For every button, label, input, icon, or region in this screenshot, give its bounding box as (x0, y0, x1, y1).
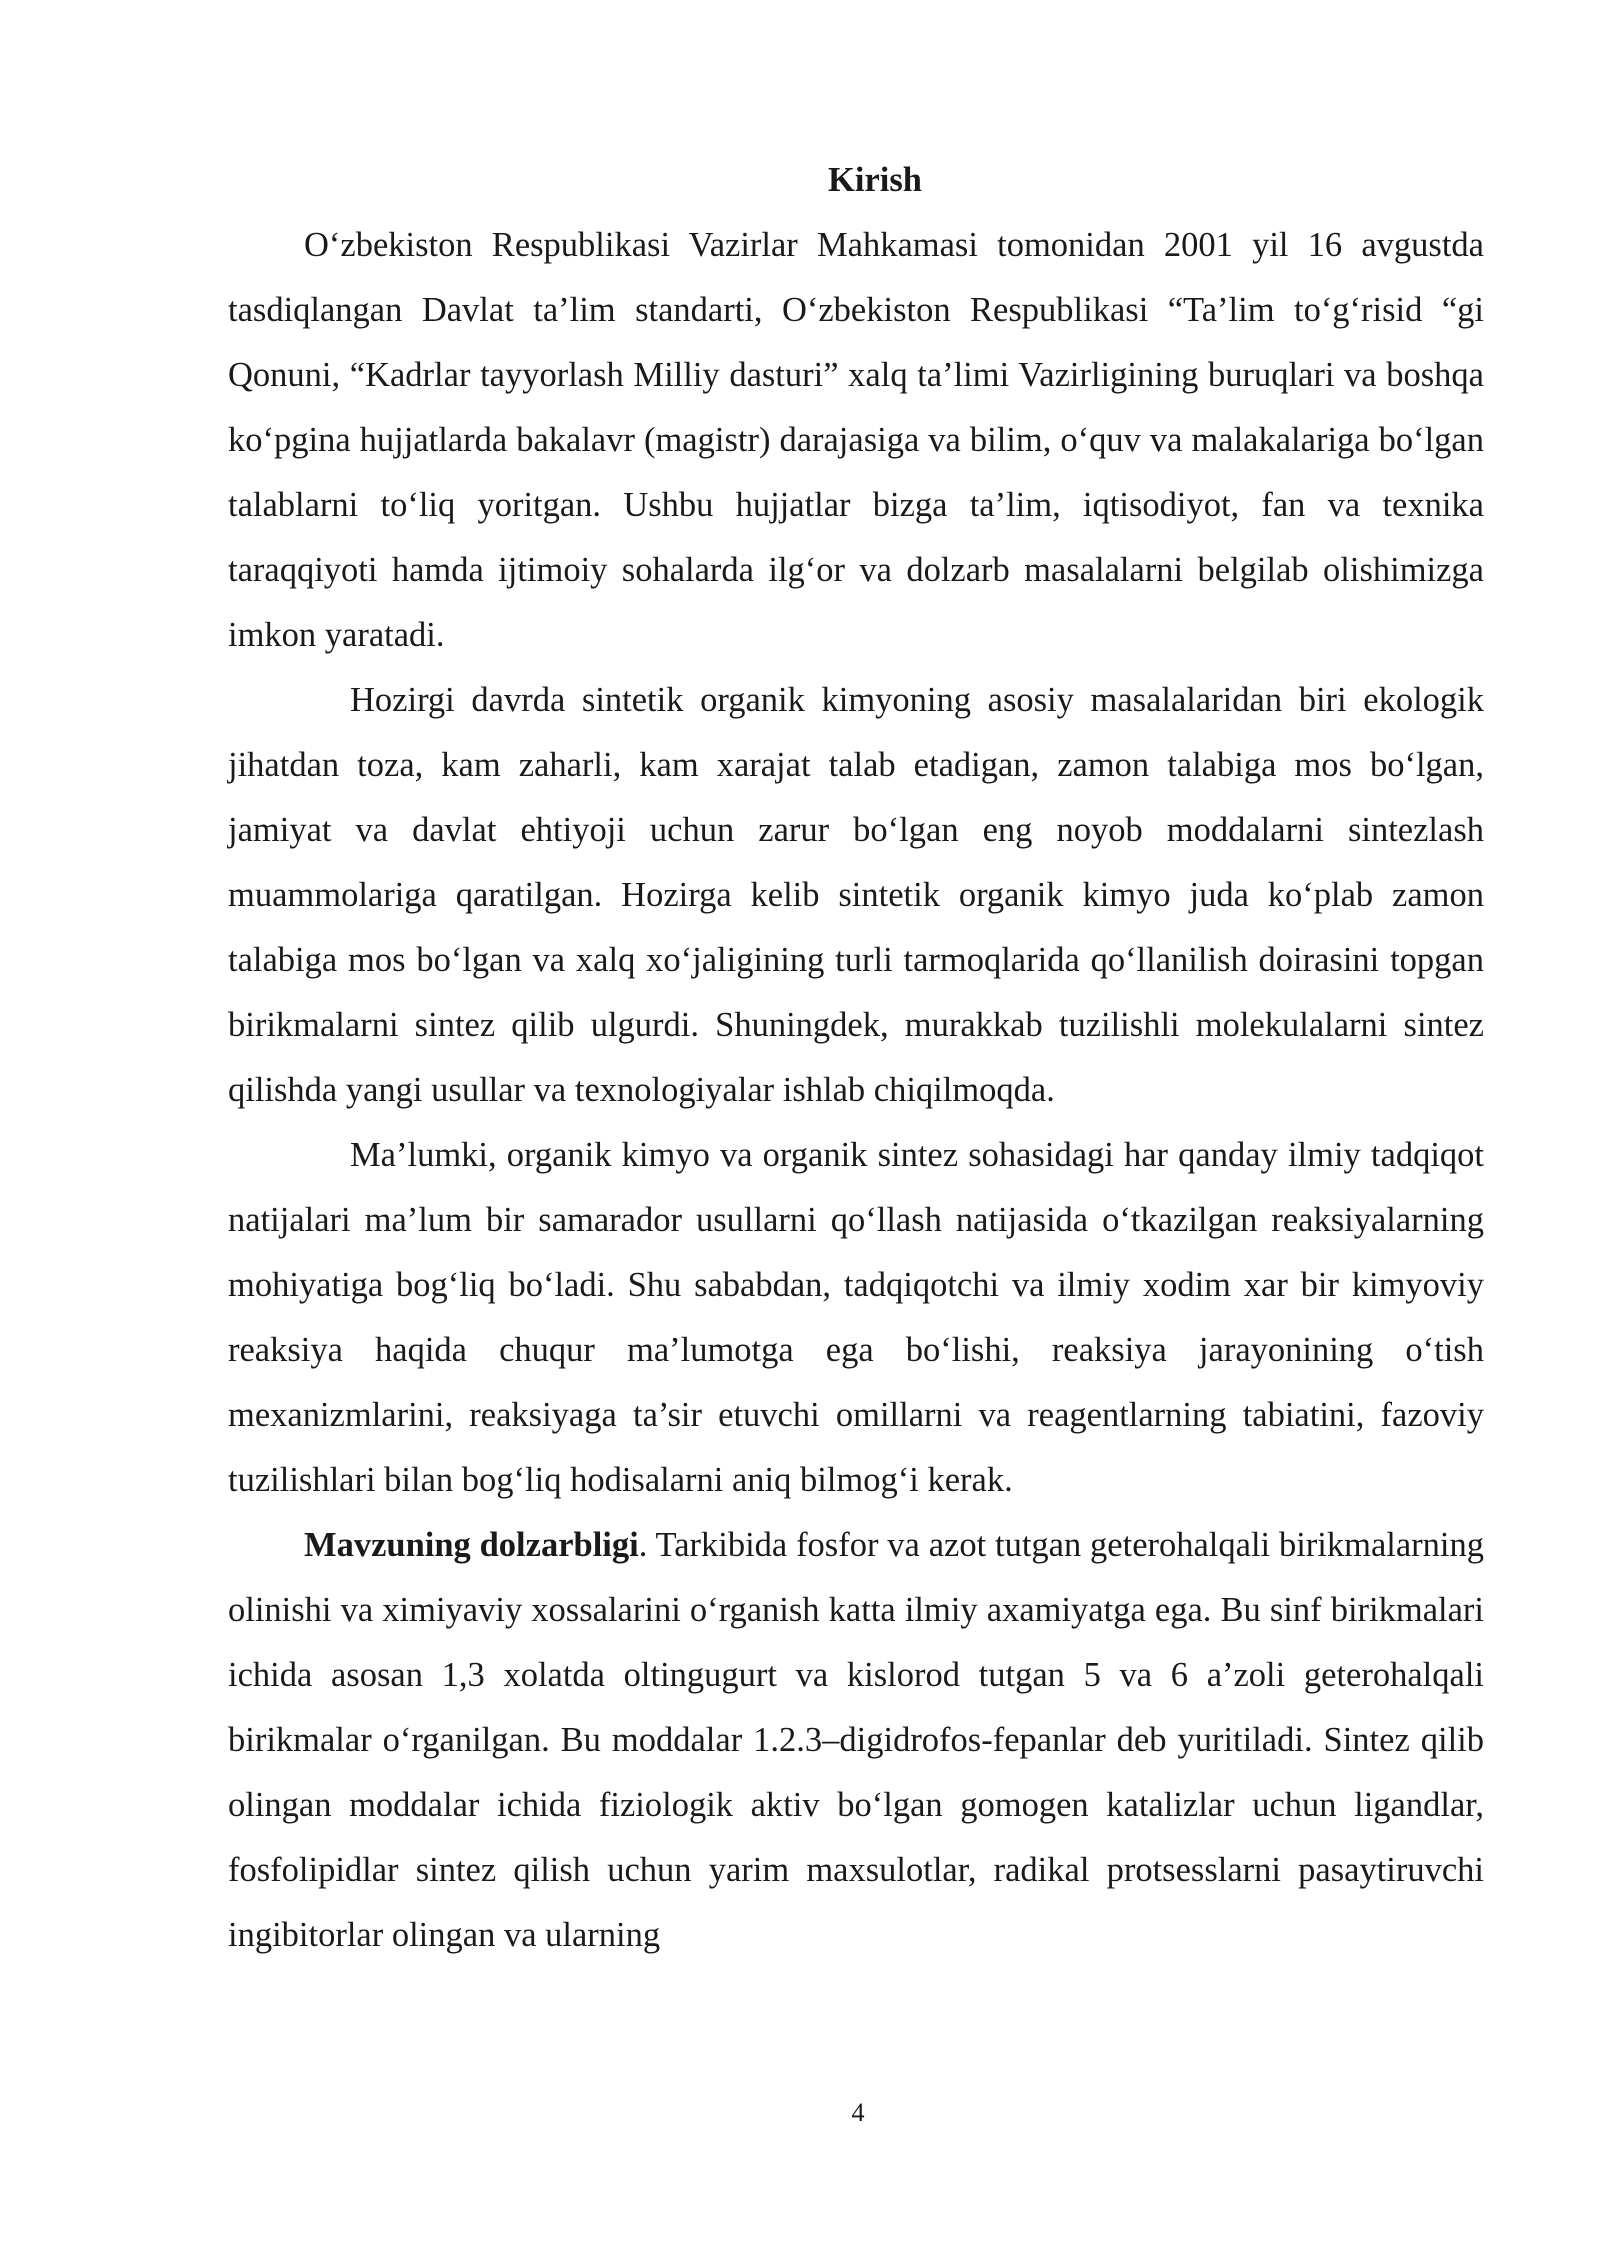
paragraph-2: Hozirgi davrda sintetik organik kimyoning asosiy masalalaridan biri ekologik jihatdan toza, kam zaharli, kam xarajat talab etadigan, zamon talabiga mos bo‘lgan, jamiyat va davlat ehtiyoji uchun zarur bo‘lgan eng noyob moddalarni sintezlash muammolariga qaratilgan. Hozirga kelib sintetik organik kimyo juda ko‘plab zamon talabiga mos bo‘lgan va xalq xo‘jaligining turli tarmoqlarida qo‘llanilish doirasini topgan birikmalarni sintez qilib ulgurdi. Shuningdek, murakkab tuzilishli molekulalarni sintez qilishda yangi usullar va texnologiyalar ishlab chiqilmoqda. (228, 681, 1484, 1109)
paragraph-1: O‘zbekiston Respublikasi Vazirlar Mahkamasi tomonidan 2001 yil 16 avgustda tasdiqlangan Davlat ta’lim standarti, O‘zbekiston Respublikasi “Ta’lim to‘g‘risid “gi Qonuni, “Kadrlar tayyorlash Milliy dasturi” xalq ta’limi Vazirligining buruqlari va boshqa ko‘pgina hujjatlarda bakalavr (magistr) darajasiga va bilim, o‘quv va malakalariga bo‘lgan talablarni to‘liq yoritgan. Ushbu hujjatlar bizga ta’lim, iqtisodiyot, fan va texnika taraqqiyoti hamda ijtimoiy sohalarda ilg‘or va dolzarb masalalarni belgilab olishimizga imkon yaratadi. (228, 226, 1484, 654)
paragraph-3: Ma’lumki, organik kimyo va organik sintez sohasidagi har qanday ilmiy tadqiqot natijalari ma’lum bir samarador usullarni qo‘llash natijasida o‘tkazilgan reaksiyalarning mohiyatiga bog‘liq bo‘ladi. Shu sababdan, tadqiqotchi va ilmiy xodim xar bir kimyoviy reaksiya haqida chuqur ma’lumotga ega bo‘lishi, reaksiya jarayonining o‘tish mexanizmlarini, reaksiyaga ta’sir etuvchi omillarni va reagentlarning tabiatini, fazoviy tuzilishlari bilan bog‘liq hodisalarni aniq bilmog‘i kerak. (228, 1136, 1484, 1499)
page-content (228, 148, 1484, 1968)
relevance-text: . Tarkibida fosfor va azot tutgan geterohalqali birikmalarning olinishi va ximiyaviy xossalarini o‘rganish katta ilmiy axamiyatga ega. Bu sinf birikmalari ichida asosan 1,3 xolatda oltingugurt va kislorod tutgan 5 va 6 a’zoli geterohalqali birikmalar o‘rganilgan. Bu moddalar 1.2.3–digidrofos-fepanlar deb yuritiladi. Sintez qilib olingan moddalar ichida fiziologik aktiv bo‘lgan gomogen katalizlar uchun ligandlar, fosfolipidlar sintez qilish uchun yarim maxsulotlar, radikal protsesslarni pasaytiruvchi ingibitorlar olingan va ularning (228, 1526, 1484, 1954)
section-title: Kirish (828, 161, 922, 199)
page-number: 4 (851, 2098, 865, 2127)
paragraph-relevance (228, 1513, 1484, 1968)
relevance-heading: Mavzuning dolzarbligi (304, 1526, 639, 1564)
